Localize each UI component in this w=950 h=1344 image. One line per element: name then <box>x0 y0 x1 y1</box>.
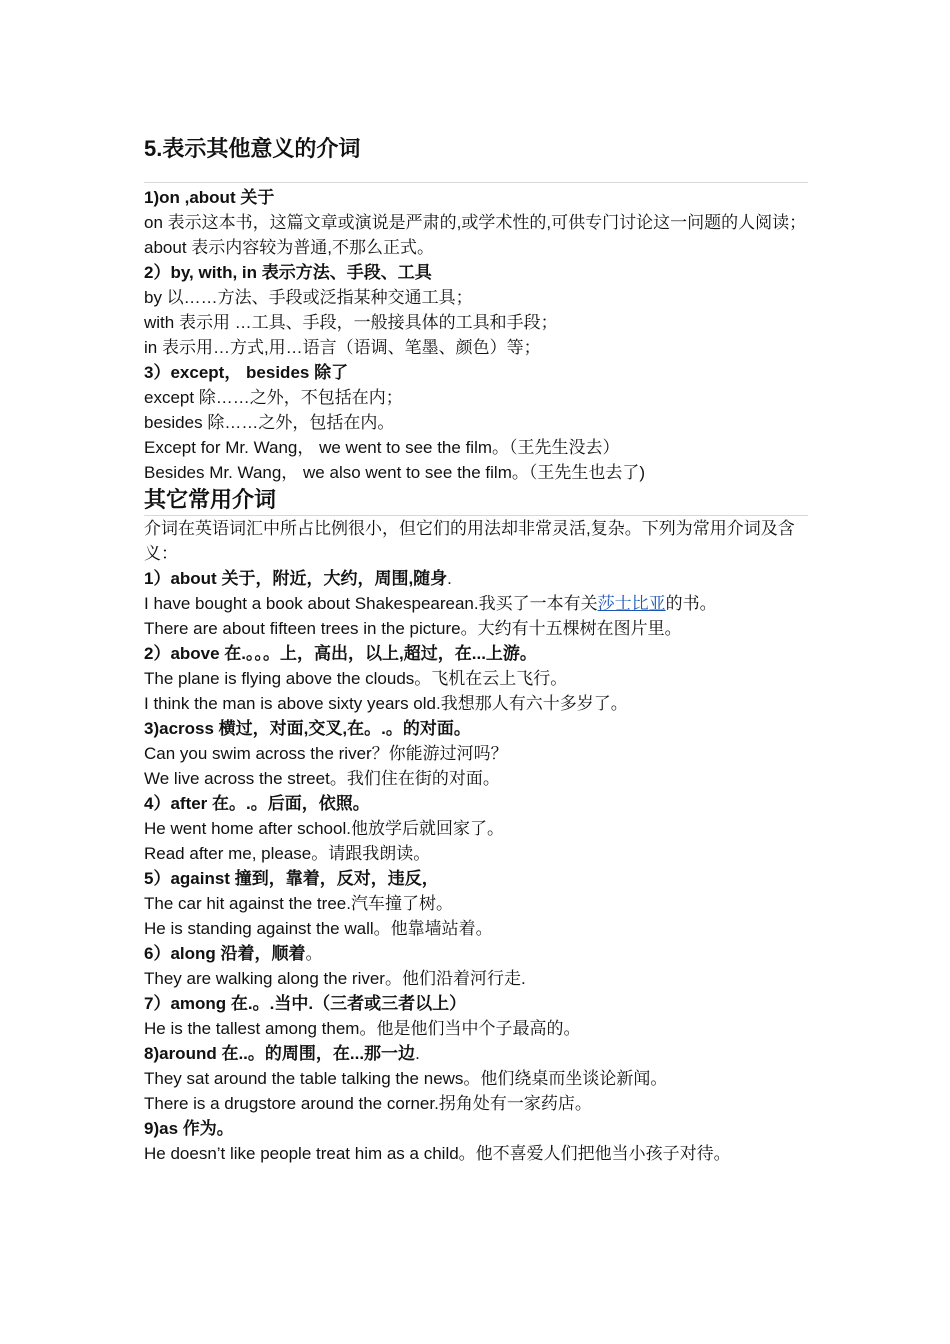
item-heading-text: 6）along 沿着，顺着 <box>144 944 306 963</box>
example-text: 的书。 <box>665 594 717 613</box>
item-heading-around <box>144 1041 808 1066</box>
section-heading-other-prepositions-meaning: 5.表示其他意义的介词 <box>144 136 361 161</box>
example-sentence: There are about fifteen trees in the picture。大约有十五棵树在图片里。 <box>144 619 682 638</box>
example-sentence: He is standing against the wall。他靠墙站着。 <box>144 919 493 938</box>
item-heading-above <box>144 641 808 666</box>
example-sentence: There is a drugstore around the corner.拐角处有一家药店。 <box>144 1094 592 1113</box>
item-heading-after <box>144 791 808 816</box>
item-heading-tail: . <box>415 1044 420 1063</box>
example-sentence: The plane is flying above the clouds。飞机在云上飞行。 <box>144 669 568 688</box>
text-line: with 表示用 …工具、手段，一般接具体的工具和手段； <box>144 313 558 332</box>
section-2-content <box>144 516 808 1166</box>
intro-paragraph: 介词在英语词汇中所占比例很小，但它们的用法却非常灵活,复杂。下列为常用介词及含义： <box>144 519 795 563</box>
subheading-on-about: 1)on ,about 关于 <box>144 188 275 207</box>
example-sentence: He is the tallest among them。他是他们当中个子最高的。 <box>144 1019 581 1038</box>
subheading-by-with-in: 2）by, with, in 表示方法、手段、工具 <box>144 263 432 282</box>
example-sentence: He went home after school.他放学后就回家了。 <box>144 819 504 838</box>
example-sentence: Except for Mr. Wang， we went to see the film。（王先生没去） <box>144 438 620 457</box>
document-page <box>144 128 808 1166</box>
item-heading-against <box>144 866 808 891</box>
item-heading-text: 8)around 在..。的周围，在...那一边 <box>144 1044 416 1063</box>
item-heading-about <box>144 566 808 591</box>
example-sentence: He doesn’t like people treat him as a child。他不喜爱人们把他当小孩子对待。 <box>144 1144 731 1163</box>
item-heading-tail: 。 <box>305 944 323 963</box>
item-heading-text: 5）against 撞到，靠着，反对，违反， <box>144 869 439 888</box>
item-heading-along <box>144 941 808 966</box>
item-heading-text: 2）above 在.。。。上，高出，以上,超过，在...上游。 <box>144 644 537 663</box>
example-sentence: Besides Mr. Wang， we also went to see the film。（王先生也去了) <box>144 463 646 482</box>
example-sentence: We live across the street。我们住在街的对面。 <box>144 769 500 788</box>
text-line: in 表示用…方式,用…语言（语调、笔墨、颜色）等； <box>144 338 541 357</box>
example-sentence: They sat around the table talking the news。他们绕桌而坐谈论新闻。 <box>144 1069 668 1088</box>
text-line: besides 除……之外，包括在内。 <box>144 413 395 432</box>
item-heading-text: 7）among 在.。.当中.（三者或三者以上） <box>144 994 467 1013</box>
item-heading-as <box>144 1116 808 1141</box>
example-sentence: I think the man is above sixty years old.我想那人有六十多岁了。 <box>144 694 628 713</box>
example-sentence: The car hit against the tree.汽车撞了树。 <box>144 894 453 913</box>
item-heading-text: 4）after 在。.。后面，依照。 <box>144 794 370 813</box>
item-heading-text: 3)across 横过，对面,交叉,在。.。的对面。 <box>144 719 471 738</box>
section-1-content <box>144 185 808 485</box>
example-sentence: They are walking along the river。他们沿着河行走. <box>144 969 526 988</box>
text-line: about 表示内容较为普通,不那么正式。 <box>144 238 434 257</box>
item-heading-among <box>144 991 808 1016</box>
heading-divider <box>144 182 808 183</box>
item-heading-tail: . <box>447 569 452 588</box>
text-line: except 除……之外，不包括在内； <box>144 388 403 407</box>
shakespeare-link[interactable]: 莎士比亚 <box>597 594 666 613</box>
item-heading-text: 9)as 作为。 <box>144 1119 234 1138</box>
example-sentence-with-link <box>144 591 808 616</box>
item-heading-text: 1）about 关于，附近，大约，周围,随身 <box>144 569 448 588</box>
example-sentence: Can you swim across the river？你能游过河吗？ <box>144 744 508 763</box>
item-heading-across <box>144 716 808 741</box>
section-heading-common-prepositions: 其它常用介词 <box>144 487 277 512</box>
example-text: I have bought a book about Shakespearean.我买了一本有关 <box>144 594 598 613</box>
subheading-except-besides: 3）except， besides 除了 <box>144 363 349 382</box>
text-line: by 以……方法、手段或泛指某种交通工具； <box>144 288 473 307</box>
text-line: on 表示这本书，这篇文章或演说是严肃的,或学术性的,可供专门讨论这一问题的人阅读； <box>144 213 807 232</box>
example-sentence: Read after me, please。请跟我朗读。 <box>144 844 431 863</box>
